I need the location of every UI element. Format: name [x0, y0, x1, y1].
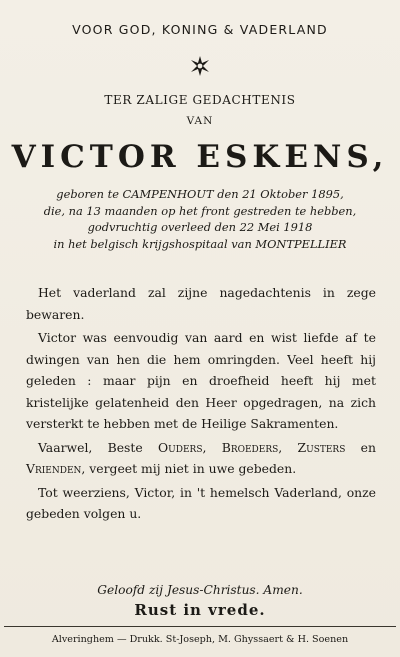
front-line: die, na 13 maanden op het front gestreden te hebben, [43, 203, 357, 218]
in-memory-heading: TER ZALIGE GEDACHTENIS [104, 93, 296, 107]
cross-icon [188, 54, 212, 78]
birth-line: geboren te CAMPENHOUT den 21 Oktober 1895, [56, 187, 344, 201]
friends-word: Vrienden [26, 461, 82, 476]
motto: VOOR GOD, KONING & VADERLAND [72, 22, 328, 37]
separator: , [278, 439, 298, 455]
separator: , [202, 439, 222, 455]
paragraph-reunion: Tot weerziens, Victor, in 't hemelsch Vaderland, onze gebeden volgen u. [26, 484, 376, 521]
farewell-outro: , vergeet mij niet in uwe gebeden. [81, 461, 297, 476]
footer-divider [4, 626, 396, 627]
doxology: Geloofd zij Jesus-Christus. Amen. [97, 583, 303, 597]
memorial-text [26, 282, 376, 527]
farewell-intro: Vaarwel, Beste [38, 439, 159, 455]
hospital-line: in het belgisch krijgshospitaal van MONTPELLIER [53, 236, 347, 251]
printer-credit: Alveringhem — Drukk. St-Joseph, M. Ghyssaert & H. Soenen [51, 634, 349, 645]
death-line: godvruchtig overleed den 22 Mei 1918 [87, 220, 313, 234]
separator: en [345, 439, 376, 455]
paragraph-fatherland: Het vaderland zal zijne nagedachtenis in zege bewaren. [26, 285, 376, 322]
deceased-name: VICTOR ESKENS, [11, 139, 389, 175]
rest-in-peace: Rust in vrede. [134, 601, 266, 619]
van-label: VAN [186, 115, 214, 127]
biographical-details [0, 186, 400, 252]
paragraph-farewell [26, 437, 376, 480]
sisters-word: Zusters [297, 439, 346, 455]
paragraph-character: Victor was eenvoudig van aard en wist liefde af te dwingen van hen die hem omringden. Veel heeft hij geleden : maar pijn en droefheid heeft hij met kristelijke gelatenheid den Heer opgedragen, na zich versterkt te hebben met de Heilige Sakramenten. [26, 330, 376, 431]
parents-word: Ouders [158, 439, 203, 455]
brothers-word: Broeders [221, 439, 279, 455]
